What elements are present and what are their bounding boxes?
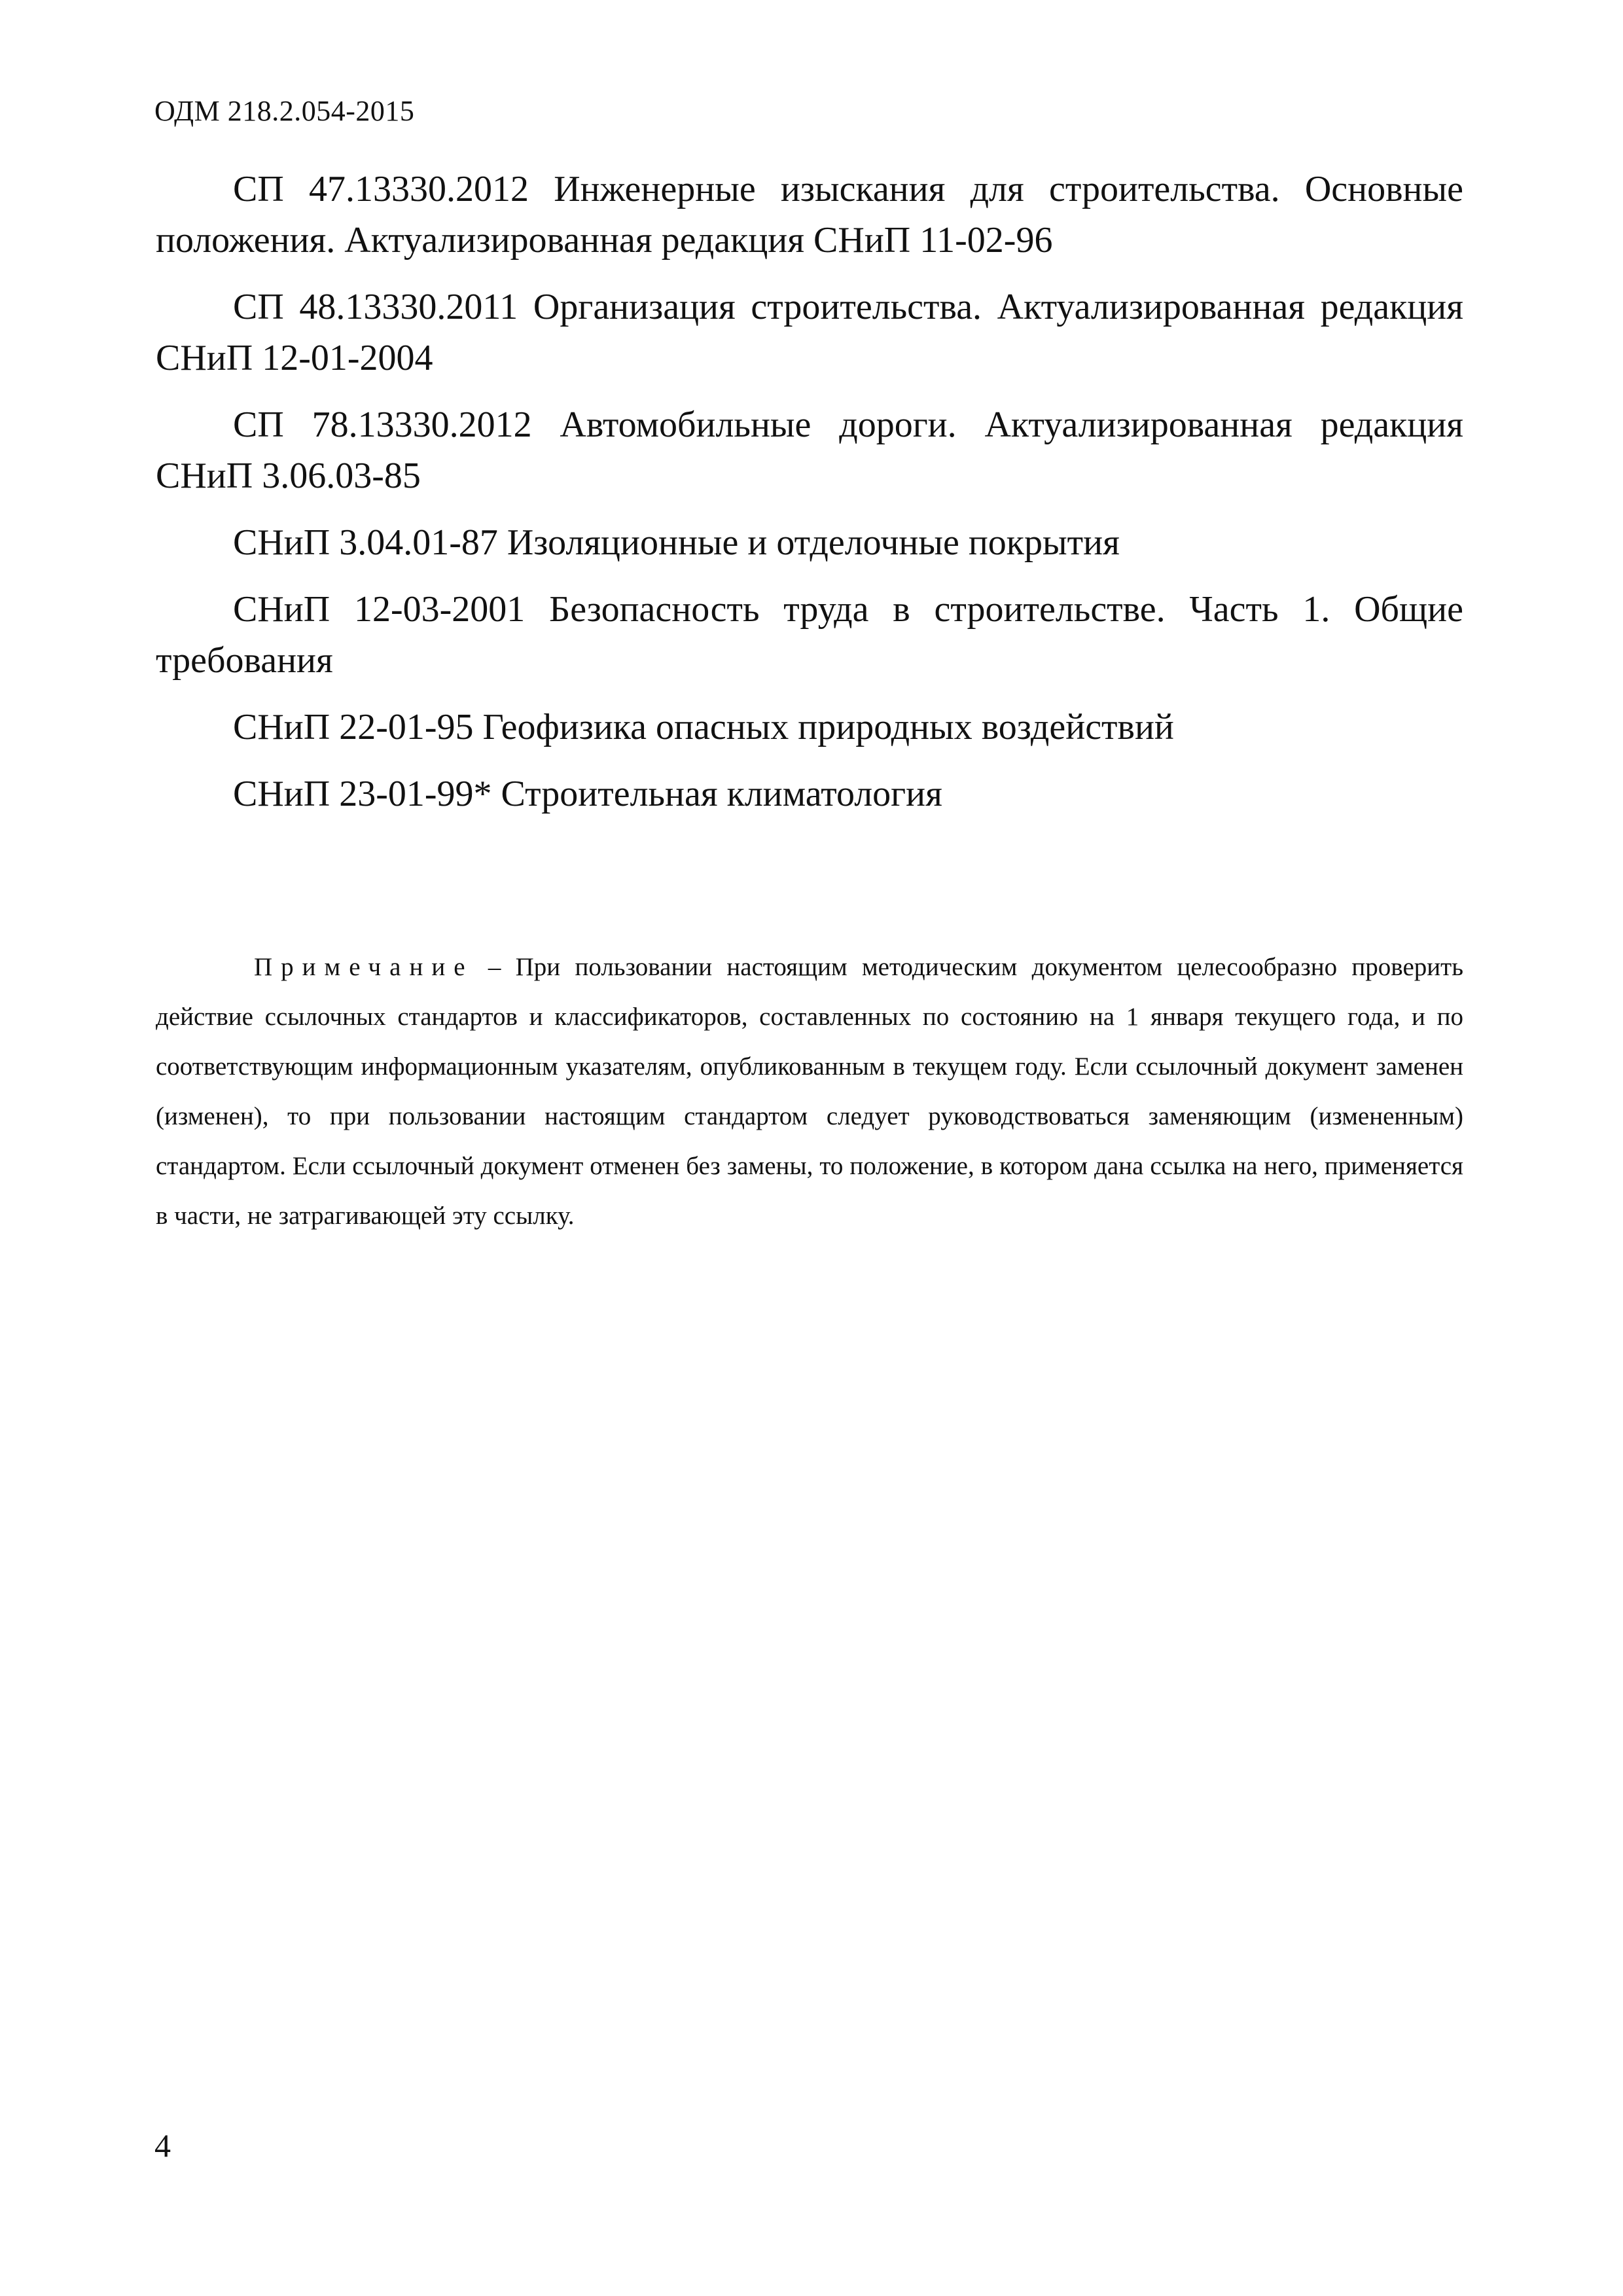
reference-item-sp-78: СП 78.13330.2012 Автомобильные дороги. Актуализированная редакция СНиП 3.06.03-85 [156,404,1463,496]
document-code-header: ОДМ 218.2.054-2015 [154,95,415,127]
note-label: Примечание [254,953,474,981]
note-dash: – [473,953,516,981]
reference-item-sp-47: СП 47.13330.2012 Инженерные изыскания для строительства. Основные положения. Актуализированная редакция СНиП 11-02-96 [156,169,1463,260]
page-number: 4 [154,2127,171,2164]
note-text: При пользовании настоящим методическим документом целесообразно проверить действие ссылочных стандартов и классификаторов, составленных по состоянию на 1 января текущего года, и по соответствующим информационным указателям, опубликованным в текущем году. Если ссылочный документ заменен (изменен), то при пользовании настоящим стандартом следует руководствоваться заменяющим (измененным) стандартом. Если ссылочный документ отменен без замены, то положение, в котором дана ссылка на него, применяется в части, не затрагивающей эту ссылку. [156,953,1463,1230]
reference-item-snip-3-04: СНиП 3.04.01-87 Изоляционные и отделочные покрытия [233,522,1120,563]
reference-item-snip-23-01: СНиП 23-01-99* Строительная климатология [233,774,942,814]
reference-item-snip-12-03: СНиП 12-03-2001 Безопасность труда в строительстве. Часть 1. Общие требования [156,589,1463,681]
reference-item-snip-22-01: СНиП 22-01-95 Геофизика опасных природных воздействий [233,707,1174,747]
reference-item-sp-48: СП 48.13330.2011 Организация строительства. Актуализированная редакция СНиП 12-01-2004 [156,287,1463,378]
note-paragraph [156,942,1463,1241]
normative-references-list [156,164,1463,819]
